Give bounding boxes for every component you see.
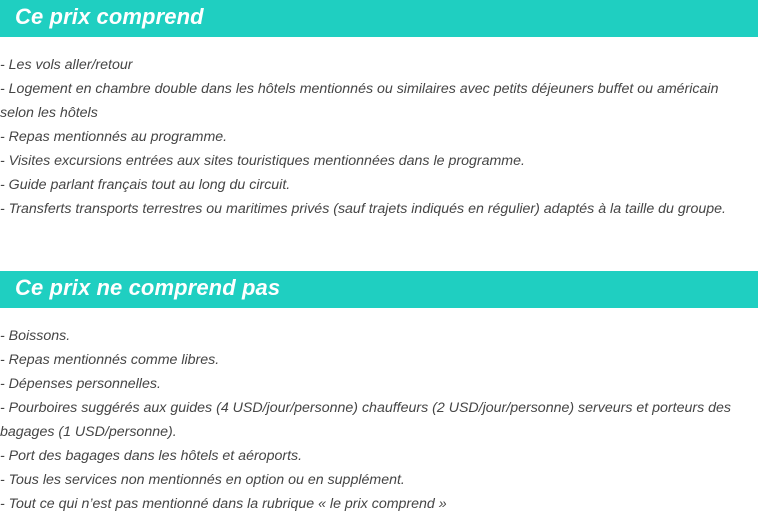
price-includes-banner (0, 0, 758, 37)
list-item: - Transferts transports terrestres ou maritimes privés (sauf trajets indiqués en régulier) adaptés à la taille du groupe. (0, 201, 726, 217)
list-item: - Tout ce qui n’est pas mentionné dans la rubrique « le prix comprend » (0, 496, 447, 512)
price-excludes-section (0, 271, 758, 512)
price-includes-section (0, 0, 758, 217)
list-item: - Dépenses personnelles. (0, 376, 161, 392)
list-item: - Repas mentionnés au programme. (0, 129, 228, 145)
list-item: - Port des bagages dans les hôtels et aéroports. (0, 448, 303, 464)
list-item: - Pourboires suggérés aux guides (4 USD/jour/personne) chauffeurs (2 USD/jour/personne) serveurs et porteurs des bagages (1 USD/personne). (0, 400, 732, 440)
list-item: - Visites excursions entrées aux sites touristiques mentionnées dans le programme. (0, 153, 525, 169)
price-excludes-list (0, 324, 752, 516)
list-item: - Tous les services non mentionnés en option ou en supplément. (0, 472, 405, 488)
list-item: - Logement en chambre double dans les hôtels mentionnés ou similaires avec petits déjeuners buffet ou américain selon les hôtels (0, 81, 719, 121)
price-excludes-banner (0, 271, 758, 308)
price-includes-title: Ce prix comprend (15, 3, 204, 29)
price-includes-list (0, 53, 752, 221)
list-item: - Les vols aller/retour (0, 57, 133, 73)
price-excludes-title: Ce prix ne comprend pas (15, 274, 281, 300)
list-item: - Boissons. (0, 328, 71, 344)
list-item: - Repas mentionnés comme libres. (0, 352, 220, 368)
list-item: - Guide parlant français tout au long du circuit. (0, 177, 291, 193)
